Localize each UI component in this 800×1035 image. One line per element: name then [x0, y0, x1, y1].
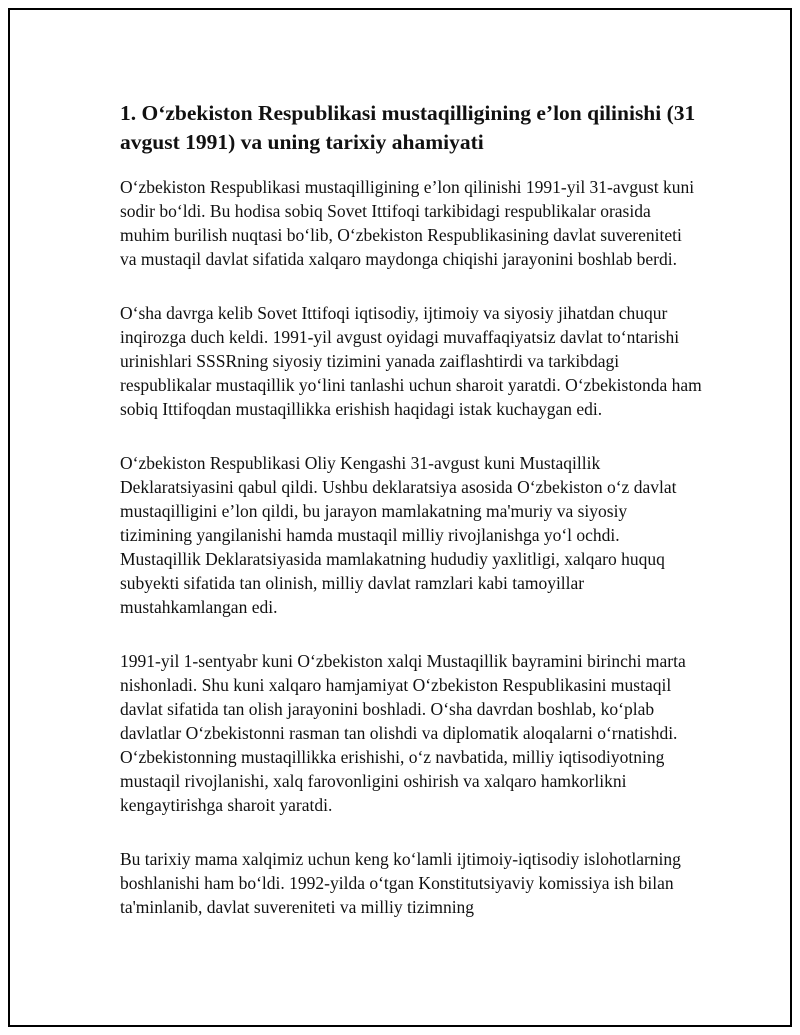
paragraph: O‘zbekiston Respublikasi mustaqilligining e’lon qilinishi 1991-yil 31-avgust kuni sodir bo‘ldi. Bu hodisa sobiq Sovet Ittifoqi tarkibidagi respublikalar orasida muhim burilish nuqtasi bo‘lib, O‘zbekiston Respublikasining davlat suvereniteti va mustaqil davlat sifatida xalqaro maydonga chiqishi jarayonini boshlab berdi. — [120, 177, 695, 269]
document-body — [120, 99, 702, 949]
document-title: 1. O‘zbekiston Respublikasi mustaqilligining e’lon qilinishi (31 avgust 1991) va uning tarixiy ahamiyati — [120, 101, 696, 154]
page-frame — [8, 8, 792, 1027]
paragraph: 1991-yil 1-sentyabr kuni O‘zbekiston xalqi Mustaqillik bayramini birinchi marta nishonladi. Shu kuni xalqaro hamjamiyat O‘zbekiston Respublikasini mustaqil davlat sifatida tan olish jarayonini boshladi. O‘sha davrdan boshlab, ko‘plab davlatlar O‘zbekistonni rasman tan olishdi va diplomatik aloqalarni o‘rnatishdi. O‘zbekistonning mustaqillikka erishishi, o‘z navbatida, milliy iqtisodiyotning mustaqil rivojlanishi, xalq farovonligini oshirish va xalqaro hamkorlikni kengaytirishga sharoit yaratdi. — [120, 651, 686, 815]
paragraph: O‘sha davrga kelib Sovet Ittifoqi iqtisodiy, ijtimoiy va siyosiy jihatdan chuqur inqirozga duch keldi. 1991-yil avgust oyidagi muvaffaqiyatsiz davlat to‘ntarishi urinishlari SSSRning siyosiy tizimini yanada zaiflashtirdi va tarkibdagi respublikalar mustaqillik yo‘lini tanlashi uchun sharoit yaratdi. O‘zbekistonda ham sobiq Ittifoqdan mustaqillikka erishish haqidagi istak kuchaygan edi. — [120, 303, 702, 419]
paragraph: Bu tarixiy mama xalqimiz uchun keng ko‘lamli ijtimoiy-iqtisodiy islohotlarning boshlanishi ham bo‘ldi. 1992-yilda o‘tgan Konstitutsiyaviy komissiya ish bilan ta'minlanib, davlat suvereniteti va milliy tizimning — [120, 849, 681, 917]
paragraph: O‘zbekiston Respublikasi Oliy Kengashi 31-avgust kuni Mustaqillik Deklaratsiyasini qabul qildi. Ushbu deklaratsiya asosida O‘zbekiston o‘z davlat mustaqilligini e’lon qildi, bu jarayon mamlakatning ma'muriy va siyosiy tizimining yangilanishi hamda mustaqil milliy rivojlanishga yo‘l ochdi. Mustaqillik Deklaratsiyasida mamlakatning hududiy yaxlitligi, xalqaro huquq subyekti sifatida tan olinish, milliy davlat ramzlari kabi tamoyillar mustahkamlangan edi. — [120, 453, 677, 617]
